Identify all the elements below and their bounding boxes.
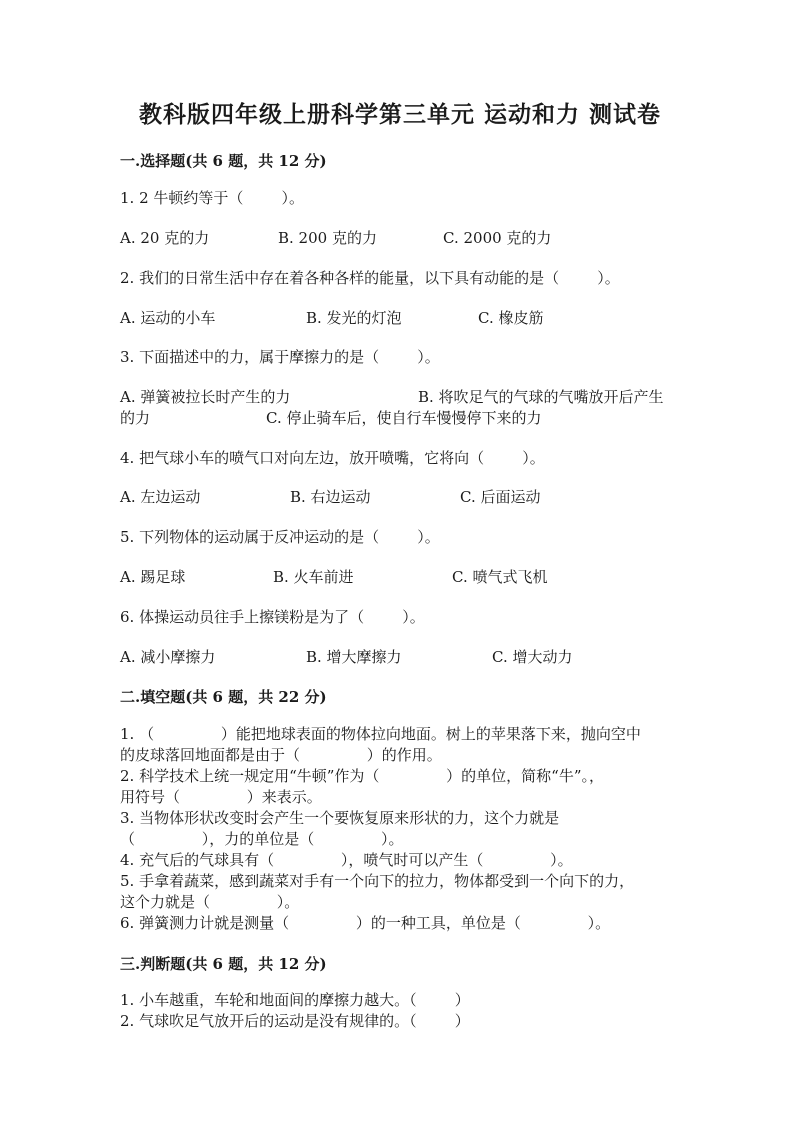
fill-line: （ ），力的单位是（ ）。 xyxy=(120,830,404,848)
question-stem: 2. 我们的日常生活中存在着各种各样的能量，以下具有动能的是（ ）。 xyxy=(120,269,620,287)
option-c: C. 增大动力 xyxy=(492,648,573,666)
option-b: B. 增大摩擦力 xyxy=(306,648,402,666)
question-stem: 4. 把气球小车的喷气口对向左边，放开喷嘴，它将向（ ）。 xyxy=(120,449,545,467)
section-heading-choice: 一.选择题(共 6 题，共 12 分) xyxy=(120,152,327,170)
option-b: B. 火车前进 xyxy=(273,568,354,586)
option-a: A. 左边运动 xyxy=(120,488,201,506)
option-b: B. 发光的灯泡 xyxy=(306,309,402,327)
fill-line: 2. 科学技术上统一规定用“牛顿”作为（ ）的单位，简称“牛”。， xyxy=(120,767,605,785)
fill-line: 5. 手拿着蔬菜，感到蔬菜对手有一个向下的拉力，物体都受到一个向下的力， xyxy=(120,872,635,890)
option-a: A. 弹簧被拉长时产生的力 xyxy=(120,388,291,406)
fill-line: 1. （ ）能把地球表面的物体拉向地面。树上的苹果落下来，抛向空中 xyxy=(120,725,641,743)
fill-line: 这个力就是（ ）。 xyxy=(120,893,300,911)
page-title: 教科版四年级上册科学第三单元 运动和力 测试卷 xyxy=(138,101,661,128)
fill-line: 的皮球落回地面都是由于（ ）的作用。 xyxy=(120,746,442,764)
option-c: C. 停止骑车后，使自行车慢慢停下来的力 xyxy=(266,409,542,427)
option-c: C. 后面运动 xyxy=(460,488,541,506)
option-c: C. 喷气式飞机 xyxy=(452,568,548,586)
option-b: B. 右边运动 xyxy=(290,488,371,506)
option-b-continued: 的力 xyxy=(120,409,151,427)
judge-line: 2. 气球吹足气放开后的运动是没有规律的。（ ） xyxy=(120,1012,470,1030)
question-stem: 5. 下列物体的运动属于反冲运动的是（ ）。 xyxy=(120,528,440,546)
option-a: A. 减小摩擦力 xyxy=(120,648,216,666)
section-heading-judge: 三.判断题(共 6 题，共 12 分) xyxy=(120,955,327,973)
option-c: C. 橡皮筋 xyxy=(478,309,544,327)
fill-line: 用符号（ ）来表示。 xyxy=(120,788,322,806)
fill-line: 4. 充气后的气球具有（ ），喷气时可以产生（ ）。 xyxy=(120,851,573,869)
option-c: C. 2000 克的力 xyxy=(443,229,552,247)
question-stem: 6. 体操运动员往手上擦镁粉是为了（ ）。 xyxy=(120,608,425,626)
option-a: A. 20 克的力 xyxy=(120,229,210,247)
option-b: B. 200 克的力 xyxy=(278,229,377,247)
option-b: B. 将吹足气的气球的气嘴放开后产生 xyxy=(418,388,664,406)
question-stem: 1. 2 牛顿约等于（ ）。 xyxy=(120,189,305,207)
question-stem: 3. 下面描述中的力，属于摩擦力的是（ ）。 xyxy=(120,348,440,366)
section-heading-fill: 二.填空题(共 6 题，共 22 分) xyxy=(120,688,327,706)
judge-line: 1. 小车越重，车轮和地面间的摩擦力越大。（ ） xyxy=(120,991,470,1009)
option-a: A. 运动的小车 xyxy=(120,309,216,327)
fill-line: 3. 当物体形状改变时会产生一个要恢复原来形状的力，这个力就是 xyxy=(120,809,560,827)
option-a: A. 踢足球 xyxy=(120,568,186,586)
fill-line: 6. 弹簧测力计就是测量（ ）的一种工具，单位是（ ）。 xyxy=(120,914,611,932)
